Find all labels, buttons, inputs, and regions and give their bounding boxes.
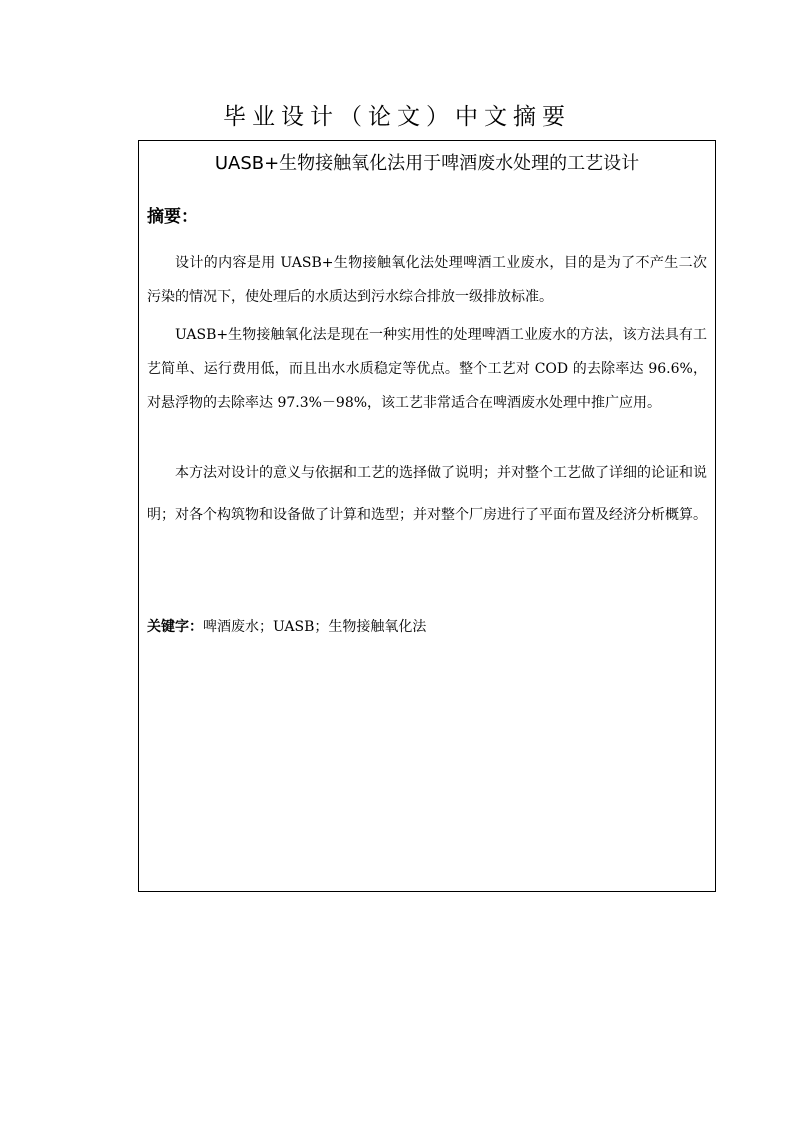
- keywords-label: 关键字：: [147, 619, 203, 635]
- abstract-paragraph-1: 设计的内容是用 UASB+生物接触氧化法处理啤酒工业废水，目的是为了不产生二次污染的情况下，使处理后的水质达到污水综合排放一级排放标准。: [147, 255, 707, 305]
- abstract-label: 摘要：: [147, 207, 198, 227]
- thesis-title: UASB+生物接触氧化法用于啤酒废水处理的工艺设计: [214, 153, 640, 174]
- keywords-line: [147, 615, 426, 639]
- abstract-paragraph-2: UASB+生物接触氧化法是现在一种实用性的处理啤酒工业废水的方法，该方法具有工艺简单、运行费用低，而且出水水质稳定等优点。整个工艺对 COD 的去除率达 96.6%，对悬浮物的去除率达 97.3%－98%，该工艺非常适合在啤酒废水处理中推广应用。: [147, 327, 707, 411]
- keywords-value: 啤酒废水；UASB；生物接触氧化法: [203, 619, 427, 635]
- abstract-box: [138, 140, 716, 892]
- page-heading: 毕业设计（论文）中文摘要: [223, 104, 571, 130]
- abstract-paragraph-3: 本方法对设计的意义与依据和工艺的选择做了说明；并对整个工艺做了详细的论证和说明；对各个构筑物和设备做了计算和选型；并对整个厂房进行了平面布置及经济分析概算。: [147, 465, 707, 523]
